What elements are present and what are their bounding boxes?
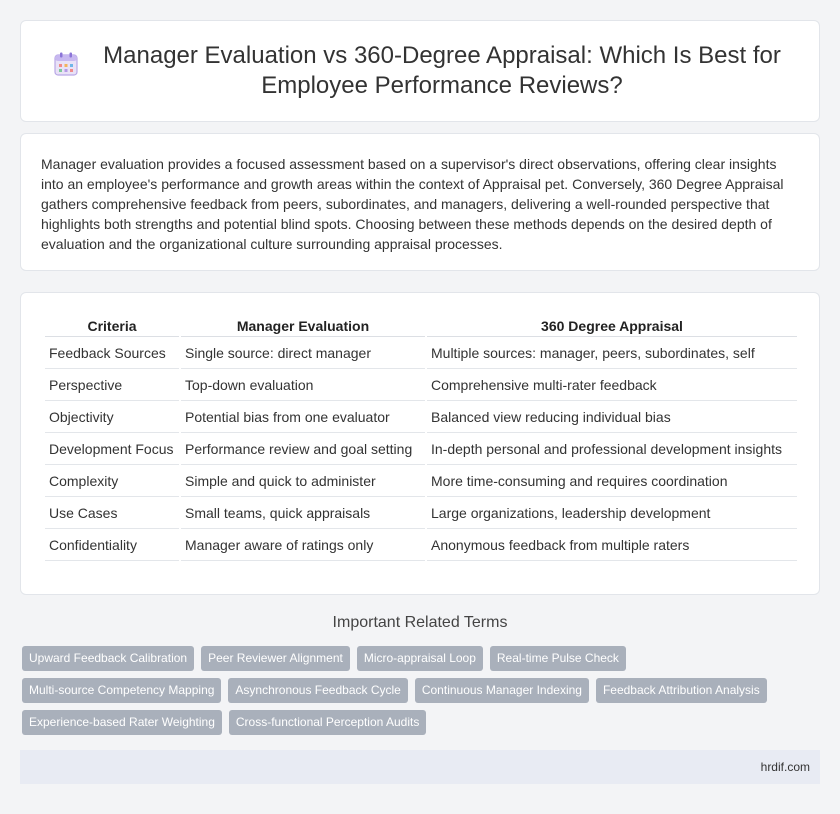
table-row [45, 433, 797, 465]
title-wrap [40, 41, 800, 101]
tag-multi-source-competency-mapping[interactable]: Multi-source Competency Mapping [22, 678, 221, 703]
tag-continuous-manager-indexing[interactable]: Continuous Manager Indexing [415, 678, 589, 703]
table-row [45, 465, 797, 497]
comparison-card [20, 292, 820, 595]
intro-card [20, 133, 820, 271]
cell-criteria: Feedback Sources [45, 337, 179, 369]
tag-asynchronous-feedback-cycle[interactable]: Asynchronous Feedback Cycle [228, 678, 407, 703]
cell-manager: Performance review and goal setting [181, 433, 425, 465]
cell-criteria: Use Cases [45, 497, 179, 529]
table-row [45, 497, 797, 529]
footer [20, 750, 820, 784]
table-row [45, 529, 797, 561]
header-manager-evaluation: Manager Evaluation [181, 315, 425, 337]
tag-cross-functional-perception-audits[interactable]: Cross-functional Perception Audits [229, 710, 426, 735]
cell-criteria: Confidentiality [45, 529, 179, 561]
cell-360: Comprehensive multi-rater feedback [427, 369, 797, 401]
table-row [45, 401, 797, 433]
tag-micro-appraisal-loop[interactable]: Micro-appraisal Loop [357, 646, 483, 671]
tag-peer-reviewer-alignment[interactable]: Peer Reviewer Alignment [201, 646, 350, 671]
cell-360: Multiple sources: manager, peers, subordinates, self [427, 337, 797, 369]
cell-manager: Single source: direct manager [181, 337, 425, 369]
intro-paragraph: Manager evaluation provides a focused assessment based on a supervisor's direct observations, offering clear insights into an employee's performance and growth areas within the context of Appraisal pet. Conversely, 360 Degree Appraisal gathers comprehensive feedback from peers, subordinates, and managers, delivering a well-rounded perspective that highlights both strengths and potential blind spots. Choosing between these methods depends on the desired depth of evaluation and the organizational culture surrounding appraisal processes. [41, 156, 784, 252]
cell-criteria: Perspective [45, 369, 179, 401]
cell-360: Balanced view reducing individual bias [427, 401, 797, 433]
cell-criteria: Objectivity [45, 401, 179, 433]
title-card [20, 20, 820, 122]
cell-manager: Simple and quick to administer [181, 465, 425, 497]
cell-manager: Manager aware of ratings only [181, 529, 425, 561]
page-title: Manager Evaluation vs 360-Degree Appraisal: Which Is Best for Employee Performance Reviews? [103, 42, 781, 99]
cell-manager: Small teams, quick appraisals [181, 497, 425, 529]
cell-360: More time-consuming and requires coordination [427, 465, 797, 497]
table-row [45, 337, 797, 369]
cell-360: Anonymous feedback from multiple raters [427, 529, 797, 561]
cell-360: In-depth personal and professional development insights [427, 433, 797, 465]
tag-real-time-pulse-check[interactable]: Real-time Pulse Check [490, 646, 626, 671]
tag-feedback-attribution-analysis[interactable]: Feedback Attribution Analysis [596, 678, 767, 703]
related-terms-tags [22, 646, 802, 735]
table-header-row [45, 315, 797, 337]
header-criteria: Criteria [45, 315, 179, 337]
footer-site-link[interactable]: hrdif.com [760, 760, 810, 774]
cell-manager: Potential bias from one evaluator [181, 401, 425, 433]
tag-experience-based-rater-weighting[interactable]: Experience-based Rater Weighting [22, 710, 222, 735]
header-360-appraisal: 360 Degree Appraisal [427, 315, 797, 337]
cell-manager: Top-down evaluation [181, 369, 425, 401]
table-row [45, 369, 797, 401]
cell-criteria: Development Focus [45, 433, 179, 465]
cell-360: Large organizations, leadership development [427, 497, 797, 529]
tag-upward-feedback-calibration[interactable]: Upward Feedback Calibration [22, 646, 194, 671]
cell-criteria: Complexity [45, 465, 179, 497]
related-terms-title: Important Related Terms [332, 614, 508, 631]
comparison-table [43, 315, 799, 561]
calendar-icon [53, 51, 79, 77]
